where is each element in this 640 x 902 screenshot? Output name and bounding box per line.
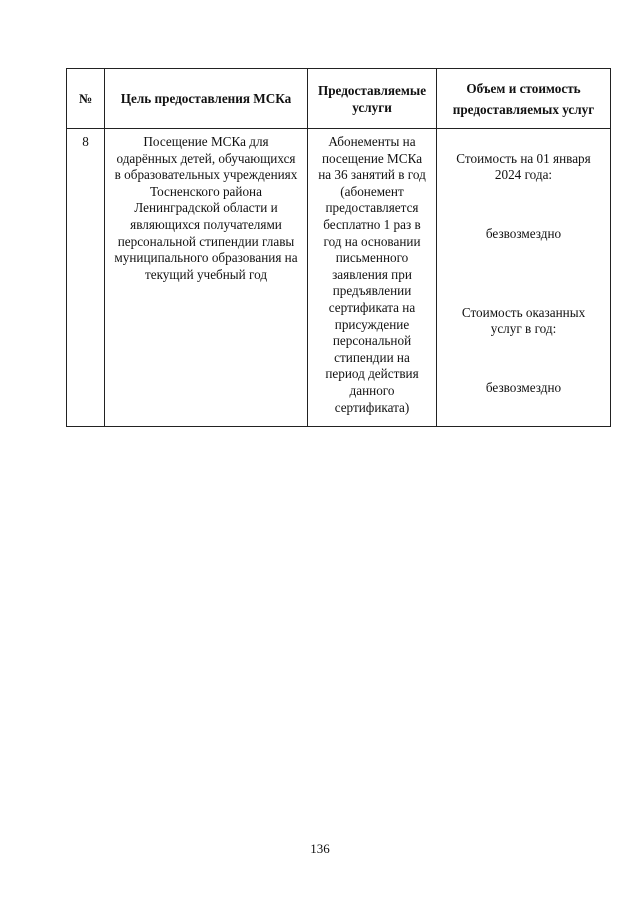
cost-services-label: Стоимость оказанных услуг в год: <box>461 304 586 337</box>
header-volume-cost: Объем и стоимость предоставляемых услуг <box>437 69 611 129</box>
cost-date-value: безвозмездно <box>485 225 562 241</box>
page-number: 136 <box>310 841 330 856</box>
row-number-cell: 8 <box>67 129 105 427</box>
cost-date-label: Стоимость на 01 января 2024 года: <box>456 150 591 183</box>
row-services-cell: Абонементы на посещение МСКа на 36 занятий в год (абонемент предоставляется бесплатно 1 раз в год на основании письменного заявления при предъявлении сертификата на присуждение персональной стипендии на период действия данного сертификата) <box>308 129 437 427</box>
header-purpose: Цель предоставления МСКа <box>105 69 308 129</box>
header-number: № <box>67 69 105 129</box>
cost-services-value: безвозмездно <box>485 380 562 396</box>
table-row <box>67 129 611 427</box>
services-table <box>66 68 611 427</box>
row-cost-cell <box>437 129 611 427</box>
header-services: Предоставляемые услуги <box>308 69 437 129</box>
table-header-row <box>67 69 611 129</box>
row-purpose-cell: Посещение МСКа для одарённых детей, обучающихся в образовательных учреждениях Тосненского района Ленинградской области и являющихся получателями персональной стипендии главы муниципального образования на текущий учебный год <box>105 129 308 427</box>
